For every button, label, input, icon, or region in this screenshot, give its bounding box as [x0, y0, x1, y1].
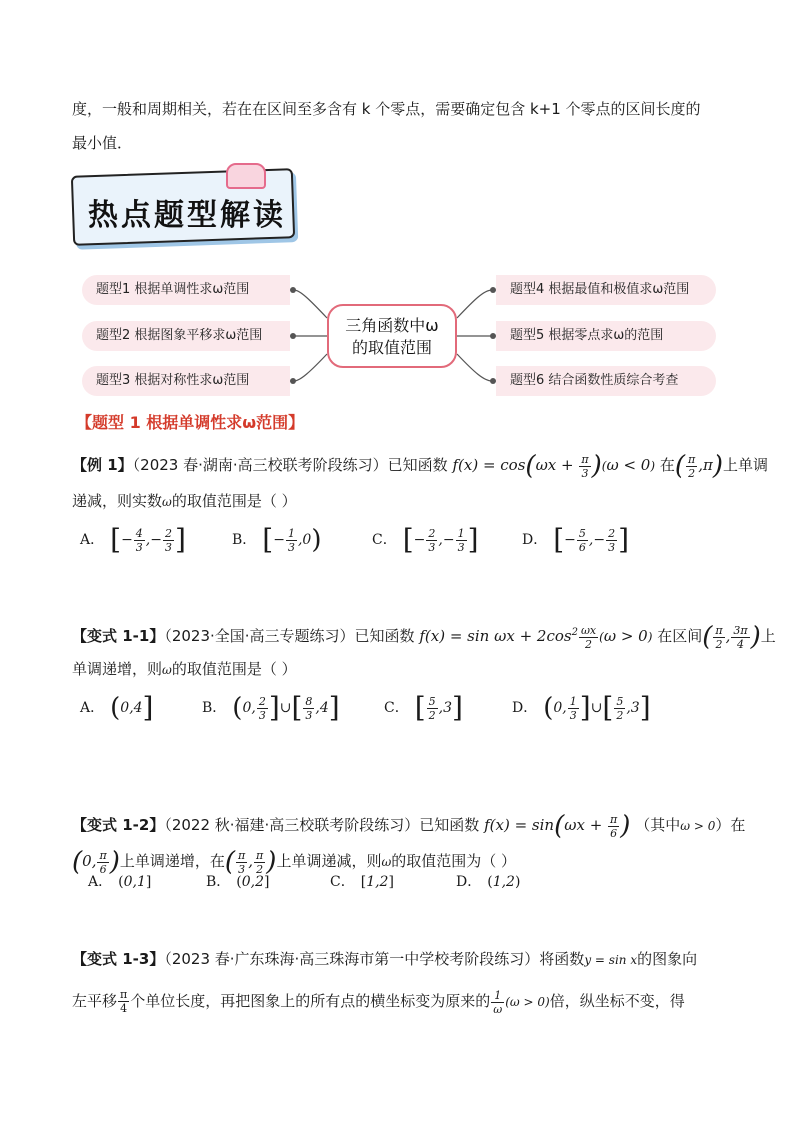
option-label: A．: [88, 874, 113, 890]
mindmap-item-type4: 题型4 根据最值和极值求ω范围: [496, 275, 716, 305]
v13-text-a: 的图象向: [637, 950, 698, 968]
v12-line2a-text: 上单调递增，在: [119, 852, 225, 870]
v11-line2-text: 单调递增，则: [72, 660, 163, 678]
v11-text-b: 上: [760, 627, 776, 645]
v12-cond: ω > 0: [680, 819, 716, 833]
option-label: B．: [232, 532, 257, 548]
v12-text-b: ）在: [715, 816, 746, 834]
option-label: D．: [456, 874, 482, 890]
ex1-option-c[interactable]: C． [− $\frac{2}{3}$ ,− $\frac{1}{3}$ ]: [372, 523, 479, 556]
v12-line-1: [72, 810, 745, 841]
mindmap-center-line1: 三角函数中ω: [345, 316, 439, 335]
section-title-type1: 【题型 1 根据单调性求ω范围】: [76, 413, 305, 432]
option-label: D．: [512, 700, 538, 716]
intro-line-1: 度，一般和周期相关，若在在区间至多含有 k 个零点，需要确定包含 k+1 个零点的区间长度的: [72, 100, 701, 118]
v12-source: （2022 秋·福建·高三校联考阶段练习）已知函数: [164, 816, 480, 834]
mindmap-center-line2: 的取值范围: [351, 338, 432, 357]
ex1-option-a[interactable]: A． [− $\frac{4}{3}$ ,− $\frac{2}{3}$ ]: [80, 523, 186, 556]
mindmap-item-type3: 题型3 根据对称性求ω范围: [82, 366, 290, 396]
v12-line2c-text: 的取值范围为（ ）: [391, 852, 517, 870]
v12-option-b[interactable]: B． (0,2]: [206, 874, 270, 890]
v12-interval-1: (0, $\frac{\pi}{6}$ ): [72, 847, 120, 877]
ex1-line2-text: 递减，则实数: [72, 492, 163, 510]
v11-text-a: 在区间: [657, 627, 703, 645]
mindmap-item-type2: 题型2 根据图象平移求ω范围: [82, 321, 290, 351]
option-label: B．: [206, 874, 231, 890]
ex1-text-a: 在: [659, 456, 675, 474]
ex1-line2b-text: 的取值范围是（ ）: [171, 492, 297, 510]
v13-shift: $\frac{\pi}{4}$: [120, 988, 128, 1015]
v12-option-d[interactable]: D． (1,2): [456, 874, 521, 890]
option-label: C．: [372, 532, 397, 548]
option-label: A．: [80, 532, 105, 548]
v12-interval-2: ( $\frac{\pi}{3}$ , $\frac{\pi}{2}$ ): [224, 847, 277, 877]
v11-option-d[interactable]: D． (0, $\frac{1}{3}$ ]∪[ $\frac{5}{2}$ ,3]: [512, 691, 651, 724]
v11-interval: ( $\frac{\pi}{2}$ , $\frac{3\pi}{4}$ ): [702, 622, 761, 652]
mindmap-center: [327, 304, 457, 368]
v13-scale: $\frac{1}{\omega}$ (ω > 0): [493, 988, 550, 1016]
v12-omega: ω: [381, 855, 392, 869]
v12-option-a[interactable]: A． (0,1]: [88, 874, 152, 890]
ex1-source: （2023 春·湖南·高三校联考阶段练习）已知函数: [132, 456, 448, 474]
mindmap-item-type6: 题型6 结合函数性质综合考查: [496, 366, 716, 396]
v11-omega: ω: [162, 663, 172, 677]
v13-line2c-text: 倍，纵坐标不变，得: [549, 992, 685, 1010]
v13-source: （2023 春·广东珠海·高三珠海市第一中学校考阶段练习）将函数: [164, 950, 585, 968]
option-label: C．: [384, 700, 409, 716]
ex1-omega: ω: [162, 495, 172, 509]
intro-line-2: 最小值．: [72, 134, 133, 152]
banner-title: 热点题型解读: [88, 198, 286, 233]
v11-function: $f(x) = \sin \omega x + 2\cos^2$ $\frac{\omega x}{2}$ (ω > 0): [419, 623, 653, 651]
v12-text-a: （其中: [635, 816, 681, 834]
v12-option-c[interactable]: C． [1,2]: [330, 874, 394, 890]
ex1-option-b[interactable]: B． [− $\frac{1}{3}$ ,0): [232, 523, 322, 556]
ex1-text-b: 上单调: [723, 456, 769, 474]
option-label: C．: [330, 874, 355, 890]
ex1-line-2: [72, 490, 297, 513]
mindmap-item-type1: 题型1 根据单调性求ω范围: [82, 275, 290, 305]
ex1-interval: ( $\frac{\pi}{2}$ ,π): [674, 451, 724, 481]
v13-line-1: [72, 948, 697, 971]
v11-line-1: [72, 618, 776, 652]
option-label: B．: [202, 700, 227, 716]
option-label: D．: [522, 532, 548, 548]
v13-tag: 【变式 1-3】: [72, 950, 165, 968]
v11-option-b[interactable]: B． (0, $\frac{2}{3}$ ]∪[ $\frac{8}{3}$ ,4]: [202, 691, 340, 724]
ex1-line-1: [72, 450, 768, 481]
option-label: A．: [80, 700, 105, 716]
v11-line-2: [72, 658, 297, 681]
ex1-function: f(x) = cos(ωx + $\frac{\pi}{3}$ )(ω < 0): [452, 451, 656, 481]
v13-line-2: [72, 984, 685, 1019]
v13-line2a-text: 左平移: [72, 992, 118, 1010]
v13-function: y = sin x: [584, 953, 638, 967]
v11-tag: 【变式 1-1】: [72, 627, 165, 645]
mindmap-item-type5: 题型5 根据零点求ω的范围: [496, 321, 716, 351]
v12-tag: 【变式 1-2】: [72, 816, 165, 834]
v11-source: （2023·全国·高三专题练习）已知函数: [164, 627, 415, 645]
v12-line2b-text: 上单调递减，则: [276, 852, 382, 870]
ex1-tag: 【例 1】: [72, 456, 133, 474]
v12-function: f(x) = sin(ωx + $\frac{\pi}{6}$ ): [484, 811, 631, 841]
v11-line2b-text: 的取值范围是（ ）: [171, 660, 297, 678]
v13-line2b-text: 个单位长度，再把图象上的所有点的横坐标变为原来的: [130, 992, 491, 1010]
ex1-option-d[interactable]: D． [− $\frac{5}{6}$ ,− $\frac{2}{3}$ ]: [522, 523, 630, 556]
v11-option-c[interactable]: C． [ $\frac{5}{2}$ ,3]: [384, 691, 463, 724]
v11-option-a[interactable]: A． (0,4]: [80, 691, 154, 724]
